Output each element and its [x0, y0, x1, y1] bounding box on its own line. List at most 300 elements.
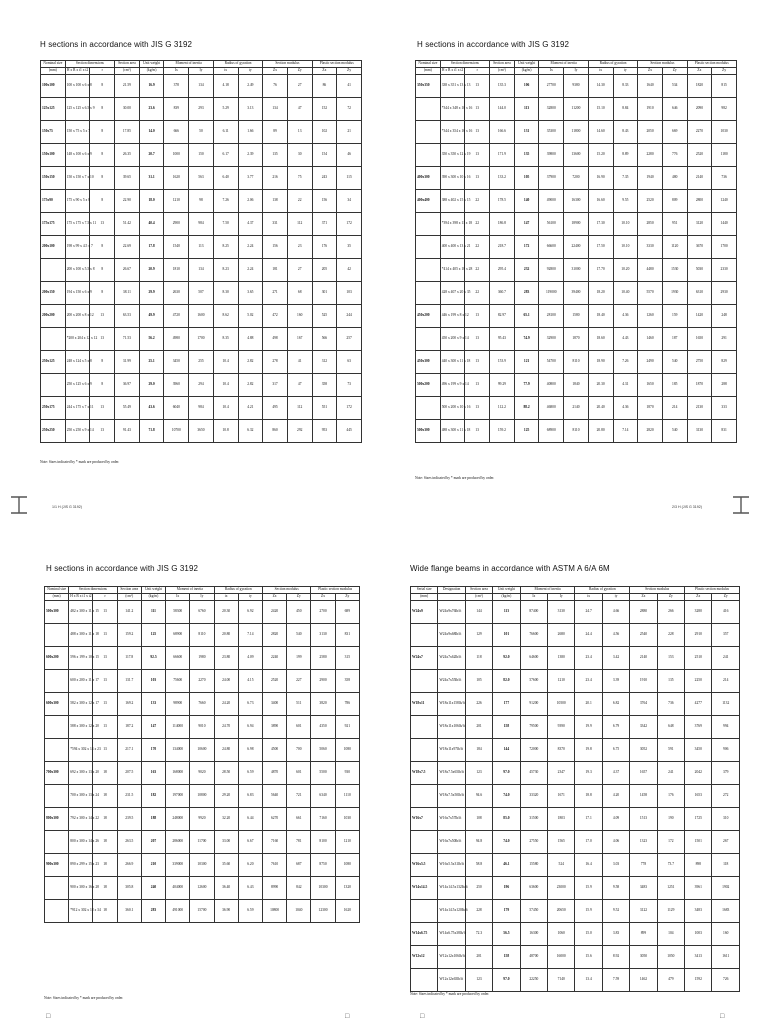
table-cell: 32900	[539, 328, 564, 351]
table-cell: Section area	[117, 587, 141, 594]
table-row	[411, 808, 740, 831]
table-cell: 10.10	[613, 213, 638, 236]
table-row	[416, 236, 737, 259]
table-cell: 8750	[311, 854, 335, 877]
table-row	[41, 282, 362, 305]
table-cell: 196	[493, 877, 520, 900]
table-cell: 8110	[564, 351, 589, 374]
table-cell: 181	[263, 259, 288, 282]
table-cell: 4980	[164, 328, 189, 351]
table-cell: 39400	[564, 282, 589, 305]
table-cell: 31.1	[139, 167, 164, 190]
table-cell: 244 x 175 x 7 x 11	[65, 397, 90, 420]
table-cell: 312	[312, 351, 337, 374]
table-row	[41, 328, 362, 351]
corner-mark: □	[420, 1012, 425, 1020]
table-row	[41, 236, 362, 259]
table-row	[41, 397, 362, 420]
table-cell: 2.49	[238, 75, 263, 98]
table-cell: 135	[263, 144, 288, 167]
table-cell: 2250	[685, 670, 712, 693]
table-cell: 400 x 400 x 13 x 21	[440, 236, 465, 259]
table-cell: 13	[465, 121, 490, 144]
table-cell: 6.32	[238, 420, 263, 443]
table-cell: 2520	[687, 144, 712, 167]
table-cell	[411, 716, 438, 739]
table-cell: 899	[630, 923, 657, 946]
table-cell: 6.59	[238, 762, 262, 785]
table-cell: 6340	[311, 785, 335, 808]
table-cell: 35.60	[214, 854, 238, 877]
table-cell: 176	[657, 785, 684, 808]
table-cell: (cm²)	[117, 594, 141, 601]
document-page-4	[405, 556, 750, 1016]
table-cell: 390 x 300 x 10 x 16	[440, 167, 465, 190]
table-cell: 101	[493, 624, 520, 647]
dimensions-table	[44, 586, 360, 923]
table-cell: 20.80	[214, 624, 238, 647]
table-cell: 231.5	[117, 785, 141, 808]
table-cell: 2.24	[238, 259, 263, 282]
table-cell: Zx	[262, 594, 286, 601]
table-cell: 10800	[190, 785, 214, 808]
table-row	[416, 305, 737, 328]
table-cell: 2050	[638, 121, 663, 144]
table-cell: 2330	[712, 259, 737, 282]
table-cell: 540	[662, 420, 687, 443]
table-cell: 248000	[166, 808, 190, 831]
table-cell: 30.00	[115, 98, 140, 121]
table-cell: 21.59	[115, 75, 140, 98]
table-cell: 239.5	[117, 808, 141, 831]
table-cell: 18.0	[139, 190, 164, 213]
table-row	[41, 167, 362, 190]
table-cell: 35300	[539, 121, 564, 144]
table-cell: 1260	[638, 305, 663, 328]
table-cell: 6.73	[238, 693, 262, 716]
table-cell: 20.30	[214, 601, 238, 624]
table-cell: 94.8	[465, 831, 492, 854]
page-title: H sections in accordance with JIS G 3192	[417, 40, 570, 49]
table-cell: (cm²)	[490, 68, 515, 75]
table-cell: 113	[514, 98, 539, 121]
table-cell: 2800	[687, 190, 712, 213]
table-cell: 8.84	[613, 98, 638, 121]
table-cell: 1683	[712, 900, 740, 923]
table-cell: 4.36	[613, 305, 638, 328]
table-cell: 2680	[548, 624, 575, 647]
table-cell: 1460	[638, 328, 663, 351]
table-cell: 92.0	[493, 647, 520, 670]
table-cell: 815	[712, 75, 737, 98]
table-cell: 1080	[335, 854, 359, 877]
table-cell: 232	[514, 259, 539, 282]
table-cell: 82.0	[493, 670, 520, 693]
table-cell: 18.90	[588, 351, 613, 374]
table-cell: 792 x 300 x 14 x 22	[69, 808, 93, 831]
table-cell: W18x11x106lb/ft	[438, 716, 465, 739]
table-cell: 241	[712, 647, 740, 670]
table-cell: 288	[712, 374, 737, 397]
table-cell: 1501	[685, 831, 712, 854]
table-cell: 99.29	[490, 374, 515, 397]
table-cell: 121	[514, 351, 539, 374]
table-cell: 11200	[564, 98, 589, 121]
table-cell: 68900	[539, 420, 564, 443]
table-cell: 3.13	[238, 98, 263, 121]
table-cell: 18	[93, 762, 117, 785]
table-cell: 18	[93, 900, 117, 923]
table-cell: 141.2	[117, 601, 141, 624]
table-cell: 48700	[520, 946, 547, 969]
table-cell: 72000	[520, 739, 547, 762]
table-cell: 2820	[262, 624, 286, 647]
table-cell: 250x125	[41, 351, 66, 374]
table-row	[411, 900, 740, 923]
table-cell: *344 x 354 x 16 x 16	[440, 121, 465, 144]
table-cell: 4350	[311, 716, 335, 739]
table-cell: 1611	[712, 946, 740, 969]
table-cell: 736	[657, 693, 684, 716]
table-cell: 524	[548, 854, 575, 877]
table-cell	[45, 624, 69, 647]
table-cell: 134	[189, 75, 214, 98]
table-cell: 2750	[687, 351, 712, 374]
table-cell: 591	[657, 739, 684, 762]
table-cell: 91200	[520, 693, 547, 716]
table-row	[45, 601, 360, 624]
table-cell: 1870	[638, 397, 663, 420]
table-cell: 13	[93, 670, 117, 693]
table-cell: 186.8	[490, 213, 515, 236]
table-cell: 1870	[564, 328, 589, 351]
table-cell: 6.43	[238, 877, 262, 900]
table-row	[416, 167, 737, 190]
table-cell: 150	[189, 144, 214, 167]
table-cell: 3.65	[238, 282, 263, 305]
table-cell: iy	[602, 594, 629, 601]
table-cell: W16x7x50lb/ft	[438, 831, 465, 854]
table-cell: 2140	[564, 397, 589, 420]
dimensions-table	[40, 60, 362, 443]
table-cell	[416, 144, 441, 167]
table-cell: 315	[335, 647, 359, 670]
table-cell	[416, 213, 441, 236]
table-cell: 500x300	[416, 420, 441, 443]
table-cell	[45, 785, 69, 808]
table-cell: 13	[465, 351, 490, 374]
table-cell: 207.5	[117, 762, 141, 785]
table-cell: 6760	[190, 601, 214, 624]
table-cell: 54700	[539, 351, 564, 374]
table-cell: 984	[189, 397, 214, 420]
table-cell: 2420	[262, 601, 286, 624]
table-cell: 144	[465, 601, 492, 624]
table-row	[411, 923, 740, 946]
table-cell: 8	[90, 236, 115, 259]
corner-mark: □	[46, 1012, 51, 1020]
table-cell: Nominal size	[45, 587, 69, 594]
table-cell: 4.56	[602, 624, 629, 647]
table-row	[41, 190, 362, 213]
table-cell: 1671	[548, 785, 575, 808]
table-cell: 6.83	[238, 785, 262, 808]
table-cell: 14.30	[588, 75, 613, 98]
table-cell: 596 x 199 x 10 x 15	[69, 647, 93, 670]
table-cell: 17.70	[588, 259, 613, 282]
table-cell: 15.20	[588, 144, 613, 167]
table-cell: 36.97	[115, 374, 140, 397]
table-cell: 3120	[687, 213, 712, 236]
table-cell: 113	[493, 601, 520, 624]
table-cell: 131.7	[117, 670, 141, 693]
table-cell: 105	[514, 167, 539, 190]
table-cell: 31000	[564, 259, 589, 282]
table-cell: 360.1	[117, 900, 141, 923]
table-cell: 1840	[564, 374, 589, 397]
table-cell: 200x100	[41, 236, 66, 259]
table-cell: 842	[287, 877, 311, 900]
table-cell: 98	[189, 190, 214, 213]
table-cell: 13	[93, 739, 117, 762]
table-cell: 8	[90, 144, 115, 167]
table-row	[416, 121, 737, 144]
table-cell: Section modulus	[262, 587, 310, 594]
table-cell: 339000	[166, 854, 190, 877]
table-cell: 46	[337, 144, 362, 167]
table-cell: 2520	[638, 190, 663, 213]
table-cell: 9020	[190, 762, 214, 785]
table-cell: W18x11x97lb/ft	[438, 739, 465, 762]
table-cell: 3.77	[238, 167, 263, 190]
table-cell: Moment of inertia	[164, 61, 213, 68]
table-cell: 8	[90, 75, 115, 98]
table-cell: 159	[662, 305, 687, 328]
table-cell: 13	[90, 213, 115, 236]
table-cell: 17.8	[139, 236, 164, 259]
table-cell: 3052	[630, 739, 657, 762]
table-cell: 22.90	[115, 190, 140, 213]
table-cell: 534	[662, 75, 687, 98]
table-cell: (kg/m)	[493, 594, 520, 601]
table-cell: Section modulus	[630, 587, 685, 594]
table-cell: 1050	[657, 946, 684, 969]
table-cell: 187.2	[117, 716, 141, 739]
table-cell	[411, 739, 438, 762]
table-cell: 18	[93, 877, 117, 900]
table-cell: W16x5.5	[411, 854, 438, 877]
table-cell: 17.30	[588, 213, 613, 236]
table-cell: 133	[141, 693, 165, 716]
table-row	[416, 420, 737, 443]
table-cell: 4.66	[602, 601, 629, 624]
table-cell: W18x11x158lb/ft	[438, 693, 465, 716]
table-cell: 13	[90, 305, 115, 328]
table-cell: 10.20	[613, 259, 638, 282]
table-cell: 39800	[539, 144, 564, 167]
table-cell	[416, 282, 441, 305]
table-cell: 147	[141, 716, 165, 739]
table-cell: Serial size	[411, 587, 438, 594]
table-cell: 3130	[548, 601, 575, 624]
table-row	[41, 420, 362, 443]
table-cell: 2930	[712, 282, 737, 305]
table-cell: 36.90	[214, 900, 238, 923]
h-section-icon	[730, 494, 752, 516]
table-cell: ix	[588, 68, 613, 75]
table-cell: Section area	[490, 61, 515, 68]
table-cell: 1592	[685, 969, 712, 992]
table-cell: 13	[90, 397, 115, 420]
table-cell: 1110	[335, 785, 359, 808]
table-cell: 138	[263, 190, 288, 213]
table-cell	[411, 831, 438, 854]
table-cell: Iy	[548, 594, 575, 601]
table-cell: 150x150	[41, 167, 66, 190]
table-cell: 8.35	[213, 328, 238, 351]
table-cell: 8990	[262, 877, 286, 900]
table-cell: 4.06	[602, 831, 629, 854]
table-cell: 13	[90, 420, 115, 443]
table-cell: 2910	[685, 624, 712, 647]
table-cell: 8110	[190, 624, 214, 647]
table-cell	[416, 328, 441, 351]
table-cell: Radius of gyration	[575, 587, 630, 594]
table-subheader-row	[45, 594, 360, 601]
table-cell: *594 x 302 x 14 x 23	[69, 739, 93, 762]
table-cell: 472	[263, 305, 288, 328]
table-cell: 18	[93, 785, 117, 808]
table-cell: 13	[93, 647, 117, 670]
table-row	[416, 351, 737, 374]
table-cell: 112.2	[490, 397, 515, 420]
table-cell: Zy	[287, 594, 311, 601]
table-cell: 95.43	[490, 328, 515, 351]
table-cell: 86	[312, 75, 337, 98]
table-cell: 982	[712, 98, 737, 121]
table-cell: 350x350	[416, 75, 441, 98]
table-cell: 79500	[520, 716, 547, 739]
table-cell: 293	[189, 98, 214, 121]
table-cell: 6.98	[238, 739, 262, 762]
corner-mark: □	[720, 1012, 725, 1020]
table-cell: 661	[287, 808, 311, 831]
table-cell: 1580	[564, 305, 589, 328]
table-note: Note: Sizes indicated by * mark are produced by order.	[415, 476, 495, 480]
table-row	[45, 762, 360, 785]
table-row	[45, 831, 360, 854]
table-cell: 445	[337, 420, 362, 443]
table-cell: 100 x 100 x 6 x 8	[65, 75, 90, 98]
table-cell: 15700	[190, 900, 214, 923]
table-cell	[41, 374, 66, 397]
table-cell: 71.53	[115, 328, 140, 351]
table-cell: 73	[337, 374, 362, 397]
table-cell: 283	[514, 282, 539, 305]
table-cell: 21	[337, 121, 362, 144]
table-cell: 2.06	[238, 190, 263, 213]
table-cell: 29.20	[214, 785, 238, 808]
table-cell: 5.02	[238, 305, 263, 328]
table-cell: 10.8	[213, 420, 238, 443]
table-cell: 3961	[685, 877, 712, 900]
table-cell: 56100	[539, 213, 564, 236]
table-cell: 9920	[190, 808, 214, 831]
table-row	[45, 647, 360, 670]
table-cell: 7.50	[213, 213, 238, 236]
table-cell: 22	[287, 190, 312, 213]
table-cell: 7160	[262, 831, 286, 854]
table-cell: W24x7	[411, 647, 438, 670]
table-cell: (cm²)	[465, 594, 492, 601]
table-cell: 17.1	[575, 808, 602, 831]
table-cell: 4.21	[238, 397, 263, 420]
table-cell: 8	[90, 190, 115, 213]
table-cell: 159.2	[490, 420, 515, 443]
table-cell: 20650	[548, 900, 575, 923]
table-cell: 1620	[335, 900, 359, 923]
table-row	[45, 693, 360, 716]
table-cell: 3.39	[602, 670, 629, 693]
table-cell: 75600	[166, 670, 190, 693]
table-cell: 175x175	[41, 213, 66, 236]
table-cell: 272	[712, 785, 740, 808]
table-row	[45, 785, 360, 808]
table-cell: 40.4	[139, 213, 164, 236]
table-cell: 2880	[630, 601, 657, 624]
table-cell: 479	[657, 969, 684, 992]
table-cell: Plastic section modulus	[687, 61, 736, 68]
table-cell: 125	[514, 420, 539, 443]
table-cell: 600x300	[45, 693, 69, 716]
table-cell: 13	[93, 716, 117, 739]
table-cell: 108	[465, 808, 492, 831]
table-cell: W24x9x68lb/ft	[438, 624, 465, 647]
table-cell: 9380	[564, 75, 589, 98]
table-cell: 488 x 300 x 11 x 18	[440, 420, 465, 443]
table-cell: 286000	[166, 831, 190, 854]
table-cell	[45, 716, 69, 739]
table-cell: 1420	[687, 305, 712, 328]
table-cell: 160	[287, 305, 312, 328]
table-cell: (kg/m)	[514, 68, 539, 75]
table-cell: 123	[465, 762, 492, 785]
table-cell: 27	[287, 259, 312, 282]
table-cell: 700x300	[45, 762, 69, 785]
table-row	[41, 351, 362, 374]
table-cell: 3050	[630, 946, 657, 969]
table-cell: 1210	[548, 670, 575, 693]
table-cell	[416, 121, 441, 144]
table-cell: W14x14.5x120lb/ft	[438, 900, 465, 923]
table-cell: 480	[662, 167, 687, 190]
table-cell: 13	[465, 328, 490, 351]
table-cell: 168000	[166, 762, 190, 785]
table-cell: 172	[337, 213, 362, 236]
table-cell: 227	[287, 670, 311, 693]
table-cell: Nominal size	[41, 61, 66, 68]
table-cell: 26.35	[115, 144, 140, 167]
table-row	[416, 328, 737, 351]
table-cell: 4.31	[613, 374, 638, 397]
table-cell: 507	[189, 282, 214, 305]
table-row	[416, 98, 737, 121]
table-cell: 1462	[630, 969, 657, 992]
table-cell: 23	[287, 236, 312, 259]
table-cell: Unit weight	[493, 587, 520, 594]
table-cell: 150x100	[41, 144, 66, 167]
table-cell: Zy	[337, 68, 362, 75]
